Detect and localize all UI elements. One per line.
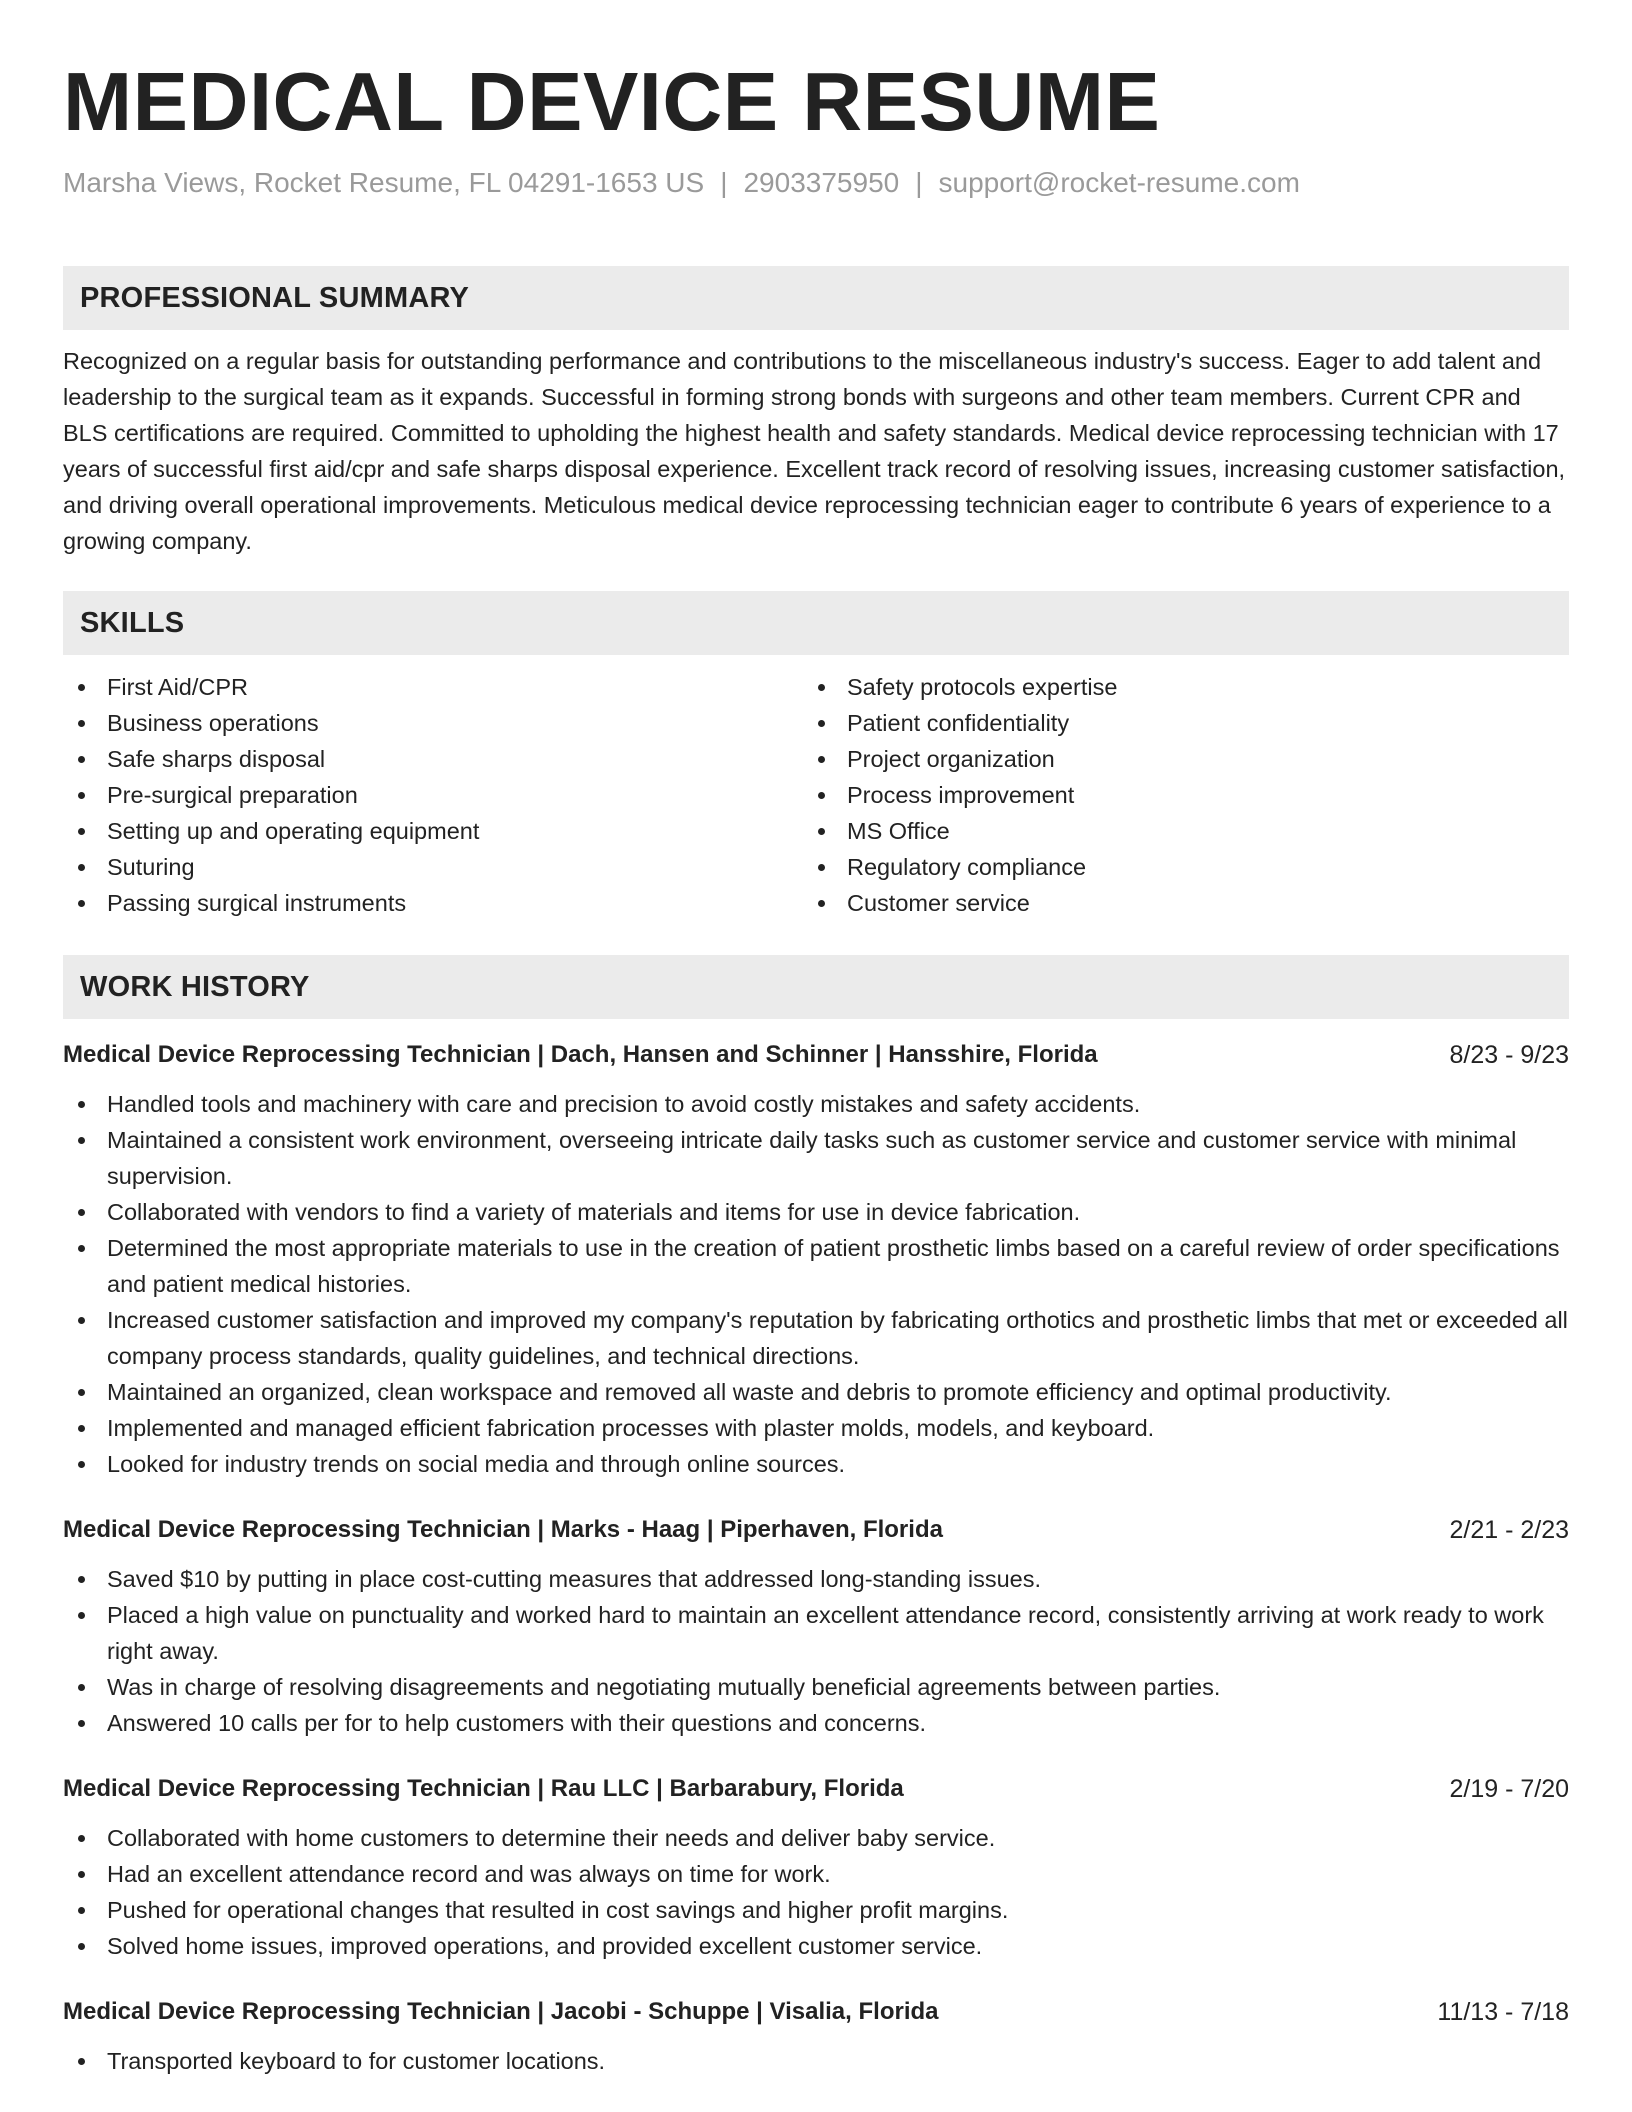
summary-text: Recognized on a regular basis for outstanding performance and contributions to the miscellaneous industry's success. Eager to add talent and leadership to the surgical team as it expands. Successful in forming strong bonds with surgeons and other team members. Current CPR and BLS certifications are required. Committed to upholding the highest health and safety standards. Medical device reprocessing technician with 17 years of successful first aid/cpr and safe sharps disposal experience. Excellent track record of resolving issues, increasing customer satisfaction, and driving overall operational improvements. Meticulous medical device reprocessing technician eager to contribute 6 years of experience to a growing company. (63, 348, 1566, 554)
work-history-section-header: WORK HISTORY (63, 955, 1569, 1019)
skill-item: Customer service (803, 885, 1543, 921)
job-header (63, 1512, 1569, 1548)
job-bullet: Transported keyboard to for customer locations. (63, 2043, 1569, 2079)
job-bullet: Increased customer satisfaction and improved my company's reputation by fabricating orthotics and prosthetic limbs that met or exceeded all company process standards, quality guidelines, and technical directions. (63, 1302, 1569, 1374)
contact-line (63, 166, 1569, 200)
skills-column-left (63, 669, 803, 921)
contact-separator: | (915, 167, 923, 198)
job-bullet: Placed a high value on punctuality and worked hard to maintain an excellent attendance record, consistently arriving at work ready to work right away. (63, 1597, 1569, 1669)
job-bullet: Determined the most appropriate materials to use in the creation of patient prosthetic limbs based on a careful review of order specifications and patient medical histories. (63, 1230, 1569, 1302)
job-entry (63, 1994, 1569, 2079)
summary-section-header: PROFESSIONAL SUMMARY (63, 266, 1569, 330)
job-bullet: Solved home issues, improved operations, and provided excellent customer service. (63, 1928, 1569, 1964)
job-bullet: Implemented and managed efficient fabrication processes with plaster molds, models, and keyboard. (63, 1410, 1569, 1446)
job-bullet: Handled tools and machinery with care and precision to avoid costly mistakes and safety accidents. (63, 1086, 1569, 1122)
job-header (63, 1994, 1569, 2030)
job-bullet: Collaborated with vendors to find a variety of materials and items for use in device fabrication. (63, 1194, 1569, 1230)
job-bullet: Maintained a consistent work environment, overseeing intricate daily tasks such as customer service and customer service with minimal supervision. (63, 1122, 1569, 1194)
skill-item: First Aid/CPR (63, 669, 803, 705)
job-bullet: Was in charge of resolving disagreements and negotiating mutually beneficial agreements between parties. (63, 1669, 1569, 1705)
job-title: Medical Device Reprocessing Technician | Jacobi - Schuppe | Visalia, Florida (63, 1998, 939, 2025)
job-entry (63, 1512, 1569, 1741)
skill-item: Regulatory compliance (803, 849, 1543, 885)
contact-email: support@rocket-resume.com (938, 167, 1300, 198)
job-header (63, 1771, 1569, 1807)
skill-item: Safety protocols expertise (803, 669, 1543, 705)
job-dates: 2/19 - 7/20 (1449, 1775, 1569, 1803)
job-bullet: Answered 10 calls per for to help customers with their questions and concerns. (63, 1705, 1569, 1741)
job-bullet: Had an excellent attendance record and was always on time for work. (63, 1856, 1569, 1892)
job-bullets (63, 2043, 1569, 2079)
contact-address: Marsha Views, Rocket Resume, FL 04291-1653 US (63, 167, 705, 198)
job-dates: 11/13 - 7/18 (1437, 1998, 1569, 2026)
job-entry (63, 1771, 1569, 1964)
job-dates: 2/21 - 2/23 (1449, 1516, 1569, 1544)
skill-item: Process improvement (803, 777, 1543, 813)
job-header (63, 1037, 1569, 1073)
job-bullet: Saved $10 by putting in place cost-cutting measures that addressed long-standing issues. (63, 1561, 1569, 1597)
job-bullets (63, 1561, 1569, 1741)
skill-item: Setting up and operating equipment (63, 813, 803, 849)
job-bullets (63, 1820, 1569, 1964)
skill-item: Business operations (63, 705, 803, 741)
job-title: Medical Device Reprocessing Technician | Rau LLC | Barbarabury, Florida (63, 1775, 904, 1802)
job-bullet: Collaborated with home customers to determine their needs and deliver baby service. (63, 1820, 1569, 1856)
skill-item: Patient confidentiality (803, 705, 1543, 741)
skill-item: Project organization (803, 741, 1543, 777)
skills-column-right (803, 669, 1543, 921)
skill-item: Passing surgical instruments (63, 885, 803, 921)
job-title: Medical Device Reprocessing Technician | Dach, Hansen and Schinner | Hansshire, Florida (63, 1041, 1098, 1068)
skills-grid (63, 669, 1569, 921)
contact-phone: 2903375950 (743, 167, 900, 198)
job-title: Medical Device Reprocessing Technician | Marks - Haag | Piperhaven, Florida (63, 1516, 943, 1543)
job-bullet: Maintained an organized, clean workspace and removed all waste and debris to promote efficiency and optimal productivity. (63, 1374, 1569, 1410)
skill-item: Safe sharps disposal (63, 741, 803, 777)
job-entry (63, 1037, 1569, 1482)
skills-section-header: SKILLS (63, 591, 1569, 655)
job-bullet: Pushed for operational changes that resulted in cost savings and higher profit margins. (63, 1892, 1569, 1928)
job-bullet: Looked for industry trends on social media and through online sources. (63, 1446, 1569, 1482)
job-bullets (63, 1086, 1569, 1482)
skill-item: MS Office (803, 813, 1543, 849)
skill-item: Suturing (63, 849, 803, 885)
contact-separator: | (720, 167, 728, 198)
resume-title: MEDICAL DEVICE RESUME (63, 55, 1161, 148)
skill-item: Pre-surgical preparation (63, 777, 803, 813)
job-dates: 8/23 - 9/23 (1449, 1041, 1569, 1069)
